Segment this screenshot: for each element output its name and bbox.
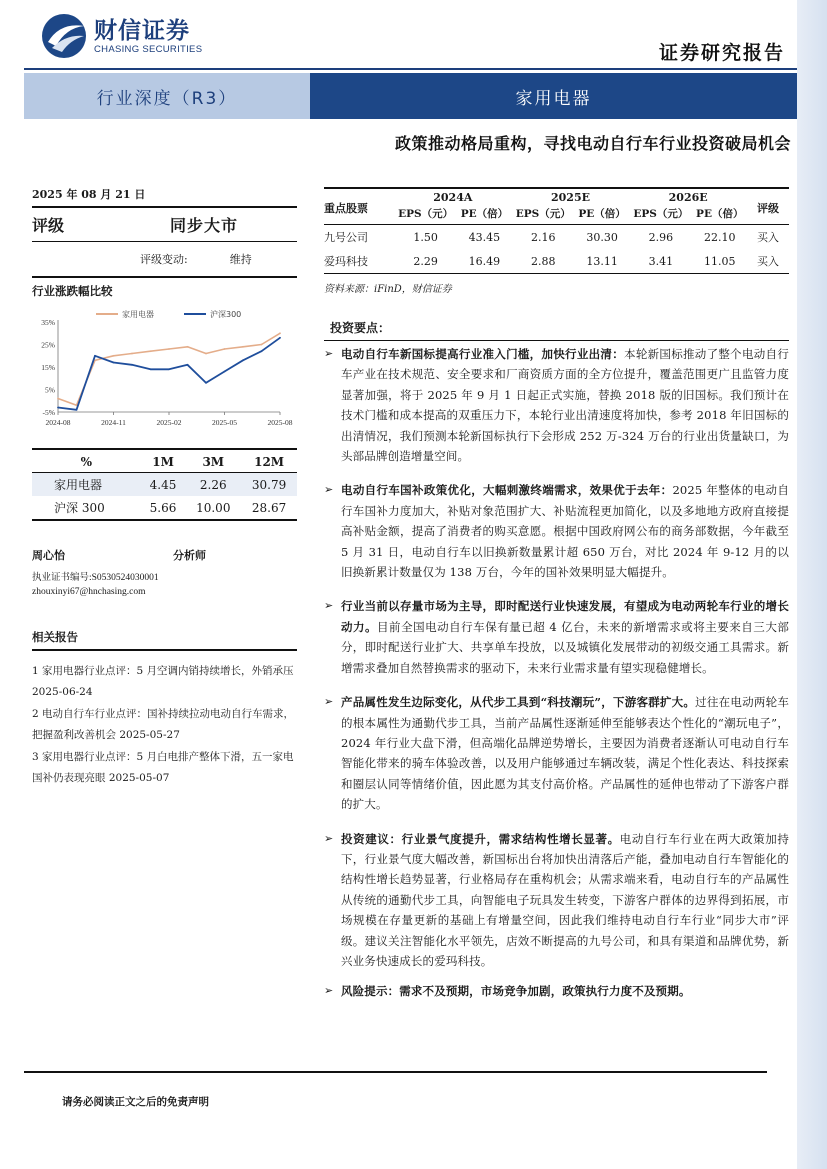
key-point	[324, 829, 789, 972]
analyst-role: 分析师	[173, 549, 206, 562]
perf-row-12m: 28.67	[251, 500, 287, 515]
stock-pe-2025: 30.30	[586, 230, 618, 244]
y-tick-label: -5%	[42, 408, 55, 417]
perf-header-1m: 1M	[141, 452, 186, 473]
perf-header-pct: %	[32, 452, 141, 473]
stock-eps-2024: 1.50	[413, 230, 438, 244]
legend-label: 沪深300	[210, 310, 242, 319]
chart-section-title: 行业涨跌幅比较	[32, 276, 297, 298]
y-tick-label: 35%	[41, 318, 55, 327]
rating-change-row	[32, 242, 297, 276]
series-point	[94, 355, 96, 357]
key-point-title: 产品属性发生边际变化，从代步工具到“科技潮玩”，下游客群扩大。	[341, 695, 696, 710]
key-point-title: 风险提示：需求不及预期，市场竞争加剧，政策执行力度不及预期。	[341, 984, 691, 999]
stock-eps-2025: 2.88	[512, 249, 575, 274]
perf-row-3m: 10.00	[196, 500, 231, 515]
y-tick-label: 15%	[41, 363, 55, 372]
stock-header-key: 重点股票	[324, 189, 394, 225]
key-point	[324, 344, 789, 466]
stock-header-rating: 评级	[747, 189, 789, 225]
header-banner	[24, 73, 797, 119]
series-point	[131, 364, 133, 366]
logo-mark-icon	[40, 12, 88, 60]
arrow-bullet-icon: ➢	[324, 831, 334, 845]
arrow-bullet-icon: ➢	[324, 984, 334, 998]
related-report-item[interactable]: 2 电动自行车行业点评：国补持续拉动电动自行车需求，把握盈利改善机会 2025-05-27	[32, 708, 295, 741]
rating-label: 评级	[32, 216, 65, 235]
arrow-bullet-icon: ➢	[324, 483, 334, 497]
stock-pe-2024: 16.49	[457, 249, 511, 274]
perf-row-12m: 30.79	[241, 473, 297, 497]
stock-rating: 买入	[747, 249, 789, 274]
key-point	[324, 596, 789, 678]
footer-disclaimer: 请务必阅读正文之后的免责声明	[62, 1096, 209, 1108]
stock-pe-2026: 11.05	[693, 249, 748, 274]
key-point-body: 本轮新国标推动了整个电动自行车产业在技术规范、安全要求和厂商资质方面的全方位提升，覆盖范围更广且监管力度显著加强，将于 2025 年 9 月 1 日起正式实施，替换 2018 版的旧国标。我们预计在技术门槛和成本提高的双重压力下，本轮行业出清速度将加快，参考 2018 年旧国标的出清情况，我们预测本轮新国标执行下会形成 252 万-324 万台的行业出货量缺口，为头部品牌创造增量空间。	[341, 347, 789, 464]
rating-change-value: 维持	[229, 253, 252, 266]
key-point-title: 投资建议：行业景气度提升，需求结构性增长显著。	[341, 831, 620, 846]
stock-eps-2026: 3.41	[629, 249, 692, 274]
perf-row-name: 家用电器	[32, 473, 141, 497]
stock-subheader-pe: PE（倍）	[693, 204, 748, 225]
perf-row-1m: 4.45	[141, 473, 186, 497]
table-bottom-rule	[32, 519, 297, 521]
stock-subheader-pe: PE（倍）	[575, 204, 629, 225]
rating-change-label: 评级变动:	[140, 253, 188, 266]
table-source: 资料来源：iFinD，财信证券	[324, 284, 452, 295]
key-point-title: 电动自行车新国标提高行业准入门槛，加快行业出清：	[341, 347, 625, 361]
key-point-title: 电动自行车国补政策优化，大幅刺激终端需求，效果优于去年：	[341, 483, 673, 498]
arrow-bullet-icon: ➢	[324, 695, 334, 709]
key-point-body: 电动自行车行业在两大政策加持下，行业景气度大幅改善，新国标出台将加快出清落后产能，叠加电动自行车智能化的结构性增长趋势显著，行业格局存在重构机会；从需求端来看，电动自行车的产品属性从传统的通勤代步工具，向智能电子玩具发生转变，下游客户群体的边界得到拓展，市场规模在存量更新的基础上有增量空间，因此我们维持电动自行车行业“同步大市”评级。建议关注智能化水平领先，店效不断提高的九号公司，和具有渠道和品牌优势，新兴业务快速成长的爱玛科技。	[341, 831, 789, 968]
perf-row-3m: 2.26	[185, 473, 241, 497]
key-point-body: 2025 年整体的电动自行车国补力度加大，补贴对象范围扩大、补贴流程更加简化，以及多地地方政府直接提高补贴金额，提高了消费者的购买意愿。根据中国政府网公布的商务部数据，今年截至 5 月 31 日，电动自行车以旧换新数量累计超 650 万台，对比 2024 年 9-12 月的以旧换新累计数量仅为 138 万台，今年的国补效果明显大幅提升。	[341, 483, 789, 580]
table-row	[32, 496, 297, 519]
stock-eps-2025: 2.16	[531, 230, 556, 244]
series-point	[76, 409, 78, 411]
analyst-email[interactable]: zhouxinyi67@hnchasing.com	[32, 587, 146, 597]
table-row	[32, 473, 297, 497]
analyst-cert: 执业证书编号:S0530524030001	[32, 573, 159, 583]
series-point	[113, 355, 115, 357]
key-points-title: 投资要点：	[324, 319, 789, 341]
company-logo	[40, 12, 202, 60]
series-point	[150, 368, 152, 370]
stock-subheader-pe: PE（倍）	[457, 204, 511, 225]
performance-chart	[32, 310, 297, 450]
report-date: 2025 年 08 月 21 日	[32, 186, 297, 208]
left-sidebar	[32, 186, 297, 790]
perf-row-name: 沪深 300	[54, 501, 105, 515]
banner-report-category: 行业深度（R3）	[24, 73, 310, 119]
perf-header-12m: 12M	[241, 452, 297, 473]
stock-header-2024: 2024A	[433, 191, 473, 204]
stock-header-2025: 2025E	[550, 191, 590, 204]
series-point	[261, 344, 263, 346]
rating-row	[32, 208, 297, 242]
related-reports-title: 相关报告	[32, 629, 297, 651]
table-row	[324, 249, 789, 274]
x-tick-label: 2025-02	[156, 418, 182, 427]
y-tick-label: 25%	[41, 340, 55, 350]
logo-en-text: CHASING SECURITIES	[94, 43, 203, 55]
stock-subheader-eps: EPS（元）	[394, 204, 457, 225]
series-point	[279, 337, 281, 339]
series-point	[261, 350, 263, 352]
x-tick-label: 2025-08	[267, 418, 293, 427]
key-stocks-table	[324, 189, 789, 274]
side-decoration-strip	[797, 0, 827, 1169]
related-reports-list	[32, 661, 297, 789]
perf-header-3m: 3M	[185, 452, 241, 473]
series-point	[279, 332, 281, 334]
series-point	[57, 398, 59, 400]
series-point	[187, 364, 189, 366]
key-point	[324, 981, 789, 1001]
series-point	[168, 348, 170, 350]
x-tick-label: 2024-11	[101, 418, 126, 427]
perf-row-1m: 5.66	[149, 500, 177, 515]
y-tick-label: 5%	[45, 385, 55, 395]
series-point	[150, 350, 152, 352]
stock-eps-2024: 2.29	[394, 249, 457, 274]
main-content	[324, 187, 789, 1002]
performance-chart-svg	[32, 310, 297, 450]
series-point	[205, 353, 207, 355]
series-point	[168, 368, 170, 370]
series-point	[224, 348, 226, 350]
legend-label: 家用电器	[122, 310, 154, 319]
stock-pe-2026: 22.10	[704, 230, 736, 244]
series-point	[57, 407, 59, 409]
series-point	[113, 362, 115, 364]
report-headline: 政策推动格局重构，寻找电动自行车行业投资破局机会	[394, 134, 791, 153]
x-tick-label: 2024-08	[45, 418, 71, 427]
stock-name: 九号公司	[324, 231, 368, 244]
footer-rule	[24, 1071, 767, 1073]
rating-value: 同步大市	[170, 216, 239, 235]
series-point	[187, 346, 189, 348]
header-rule	[24, 68, 797, 70]
key-point-title: 行业当前以存量市场为主导，即时配送行业快速发展，有望成为电动两轮车行业的增长动力。	[341, 599, 789, 634]
table-row	[324, 225, 789, 250]
key-point-body: 过往在电动两轮车的根本属性为通勤代步工具，当前产品属性逐渐延伸至能够表达个性化的“潮玩电子”，2024 年行业大盘下滑，但高端化品牌逆势增长，主要因为消费者逐渐认可电动自行车智能化带来的骑车体验改善，以及用户能够通过车辆改装，满足个性化表达、科技探索和圈层认同等情绪价值，因此愿为其支付高价格。产品属性的延伸也带动了下游客户群的扩大。	[341, 695, 789, 812]
arrow-bullet-icon: ➢	[324, 599, 334, 613]
stock-subheader-eps: EPS（元）	[512, 204, 575, 225]
key-point	[324, 692, 789, 814]
series-point	[242, 359, 244, 361]
banner-industry: 家用电器	[310, 73, 797, 119]
series-point	[205, 382, 207, 384]
stock-pe-2024: 43.45	[468, 230, 501, 244]
analyst-block	[32, 547, 297, 599]
stock-rating: 买入	[757, 231, 779, 244]
stock-header-2026: 2026E	[668, 191, 708, 204]
analyst-name: 周心怡	[32, 549, 65, 562]
series-point	[224, 371, 226, 373]
key-point	[324, 480, 789, 582]
x-tick-label: 2025-05	[212, 418, 237, 427]
related-report-item[interactable]: 1 家用电器行业点评：5 月空调内销持续增长，外销承压 2025-06-24	[32, 665, 294, 698]
stock-eps-2026: 2.96	[648, 230, 674, 244]
key-point-body: 目前全国电动自行车保有量已超 4 亿台，未来的新增需求或将主要来自三大部分，即时配送行业扩大、共享单车投放，以及城镇化发展带动的初级交通工具需求。新增需求叠加自然替换需求的驱动下，未来行业需求量有望实现稳健增长。	[341, 619, 789, 675]
arrow-bullet-icon: ➢	[324, 347, 334, 360]
series-point	[131, 353, 133, 355]
series-point	[242, 346, 244, 348]
report-type-title: 证券研究报告	[658, 42, 785, 64]
logo-cn-text: 财信证券	[94, 17, 190, 44]
performance-table	[32, 452, 297, 519]
stock-pe-2025: 13.11	[575, 249, 629, 274]
stock-name: 爱玛科技	[324, 249, 394, 274]
stock-subheader-eps: EPS（元）	[629, 204, 692, 225]
related-report-item[interactable]: 3 家用电器行业点评：5 月白电排产整体下滑，五一家电国补仍表现亮眼 2025-05-07	[32, 751, 294, 784]
